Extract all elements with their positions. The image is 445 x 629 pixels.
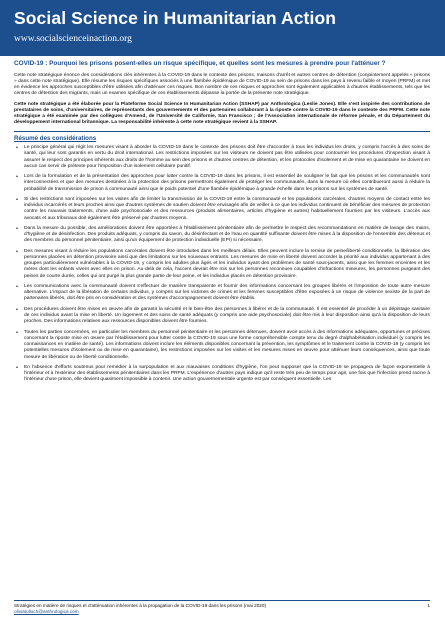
section-divider xyxy=(14,131,430,132)
list-item: • Si des restrictions sont imposées sur les visites afin de limiter la transmission de la COVID-19 entre la communauté et les populations carcérales, d'autres moyens de contact entre les individus incarcérés et leurs proches ainsi que d'autres systèmes de soutien doivent être envisagés afin de veiller à ce que les individus continuent de bénéficier des mesures de protection contre les mauvais traitements, d'une aide psychosociale et des ressources (produits alimentaires, articles d'hygiène et autres) habituellement fournies par les visiteurs. L'accès aux avocats et aux tribunaux doit également être préservé par d'autres moyens. xyxy=(14,197,430,222)
list-item: • Dans la mesure du possible, des améliorations doivent être apportées à l'établissement pénitentiaire afin de permettre le respect des recommandations en matière de lavage des mains, d'hygiène et de désinfection. Des produits adéquats, y compris du savon, du désinfectant et de l'eau en quantité suffisante doivent être mises à la disposition de l'ensemble des détenus et des membres du personnel pénitentiaire, ainsi qu'un équipement de protection individuelle (EPI) si nécessaire. xyxy=(14,226,430,244)
list-item: • Des procédures doivent être mises en œuvre afin de garantir la sécurité et le bien-être des personnes à libérer et de la communauté. Il est essentiel de procéder à un dépistage sanitaire de ces individus avant la mise en liberté. Un logement et des soins de santé adéquats (y compris une aide psychosociale) doit être mis à leur disposition ainsi qu'à la disposition de leurs proches. Des informations relatives aux ressources disponibles doivent être fournies. xyxy=(14,307,430,325)
considerations-list xyxy=(14,145,430,383)
intro-paragraph: Cette note stratégique énonce des considérations clés inhérentes à la COVID-19 dans le contexte des prisons, maisons d'arrêt et autres centres de détention (conjointement appelés « prisons » dans cette note stratégique). Elle résume les risques spécifiques associés à une flambée épidémique de COVID-19 au sein de prisons dans les pays à revenu faible et moyen (PRFM) et met en évidence les approches susceptibles d'être utilisées afin d'atténuer ces risques. Bon nombre de ces risques et approches sont également applicables à d'autres établissements, tels que les centres de détention des migrants, mais un examen spécifique de ces établissements dépasse la portée de la présente note stratégique. xyxy=(14,72,430,97)
list-item: • Des mesures visant à réduire les populations carcérales doivent être introduites dans les meilleurs délais. Elles peuvent inclure la remise de peine/liberté conditionnelle, la libération des personnes placées en détention provisoire ainsi que des limitations sur les nouveaux entrants. Les mesures de mise en liberté doivent accorder la priorité aux individus appartenant à des groupes particulièrement vulnérables à la COVID-19, y compris les adultes plus âgés et les individus ayant des problèmes de santé sous-jacents, ainsi que les femmes enceintes et les mères dont les enfants vivent avec elles en prison. Au-delà de cela, l'accent devrait être mis sur les personnes reconnues coupables d'infractions mineures, les personnes purgeant des peines de courte durée, celles qui ont purgé la plus grande partie de leur peine, et les individus placés en détention provisoire. xyxy=(14,249,430,280)
document-question-title: COVID-19 : Pourquoi les prisons posent-elles un risque spécifique, et quelles sont les mesures à prendre pour l'atténuer ? xyxy=(14,60,386,67)
page-footer xyxy=(14,603,430,615)
header-website-link[interactable]: www.socialscienceinaction.org xyxy=(14,34,132,44)
footer-divider xyxy=(14,600,430,601)
page-number: 1 xyxy=(427,603,430,608)
list-item: • Le principe général qui régit les mesures visant à aborder la COVID-19 dans le contexte des prisons doit être d'accorder à tous les individus les droits, y compris l'accès à des soins de santé, qui leur sont garantis en vertu du droit international. Les restrictions imposées sur les visiteurs ne doivent pas être utilisées pour contourner les procédures d'inspection visant à assurer le respect des principes inhérents aux droits de l'homme au sein des prisons et d'autres centres de détention, et les protocoles d'isolement et de mise en quarantaine ne doivent en aucun cas servir de prétexte pour l'imposition d'un isolement cellulaire punitif. xyxy=(14,145,430,170)
intro-section xyxy=(14,73,430,127)
summary-heading: Résumé des considérations xyxy=(14,134,97,142)
list-item: • Les communications avec la communauté doivent s'effectuer de manière transparente et fournir des informations concernant les groupes libérés et l'imposition de toute autre mesure alternative. L'impact de la libération de certains individus, y compris sur les victimes de crimes et les femmes susceptibles d'être exposées à un risque de violence sexiste de la part de partenaires libérés, doit être pris en considération et des systèmes d'accompagnement doivent être établis. xyxy=(14,284,430,302)
page-header xyxy=(0,0,445,56)
list-item: • Toutes les parties concernées, en particulier les membres du personnel pénitentiaire et les personnes détenues, doivent avoir accès à des informations adéquates, opportunes et précises concernant la riposte mise en œuvre par l'établissement pour lutter contre la COVID-19 sous une forme compréhensible compte tenu du degré d'alphabétisation individuel (y compris les connaissances en matière de santé). Les informations doivent inclure les éléments disponibles concernant la prévention, les symptômes et le traitement contre la COVID-19 (y compris les potentielles mesures d'isolement ou de mise en quarantaine), les restrictions imposées sur les visites et les mesures mises en œuvre pour atténuer leurs conséquences, ainsi que toute mesure de libération ou de liberté conditionnelle. xyxy=(14,330,430,361)
document-body xyxy=(14,60,430,388)
list-item: • Lors de la formulation et de la présentation des approches pour lutter contre la COVID-19 dans les prisons, il est essentiel de souligner le fait que les prisons et les communautés sont interconnectées et que des mesures destinées à la protection des prisons permettront également de protéger les communautés, dans la mesure où elles contribueront aussi à réduire la probabilité de transmission de prison à communauté ainsi que le poids potentiel d'une flambée épidémique à grande échelle dans les prisons sur les systèmes de santé. xyxy=(14,174,430,192)
list-item: • En l'absence d'efforts soutenus pour remédier à la surpopulation et aux mauvaises conditions d'hygiène, l'on peut supposer que la COVID-19 se propagera de façon exponentielle à l'intérieur et à l'extérieur des établissements pénitentiaires dans les PRFM. L'expérience d'autres pays indique qu'il reste très peu de temps pour agir, une fois que l'infection prend racine à l'intérieur d'une prison, elle devient quasiment impossible à contenir. Une action gouvernementale urgente est par conséquent essentielle. Les xyxy=(14,365,430,383)
footer-email-link[interactable]: oliviatulloch@anthrologica.com xyxy=(14,608,79,614)
intro-paragraph-credits: Cette note stratégique a été élaborée pour la Plateforme Social Science In Humanitarian Action (SSHAP) par Anthrologica (Leslie Jones). Elle s'est inspirée des contributions de prestataires de soins, d'universitaires, de représentants des gouvernements et des partenaires collaborant à la riposte contre la COVID-19 dans le contexte des PRFM. Cette note stratégique a été examinée par des collègues d'Amend, de l'Université de Californie, San Francisco ; de l'Association internationale de réforme pénale, et du Département du développement international britannique. La responsabilité inhérente à cette note stratégique revient à la SSHAP. xyxy=(14,101,430,126)
header-title: Social Science in Humanitarian Action xyxy=(14,8,337,28)
footer-citation: Stratégies en matière de risques et d'atténuation inhérentes à la propagation de la COVID-19 dans les prisons (mai 2020) xyxy=(14,603,267,608)
